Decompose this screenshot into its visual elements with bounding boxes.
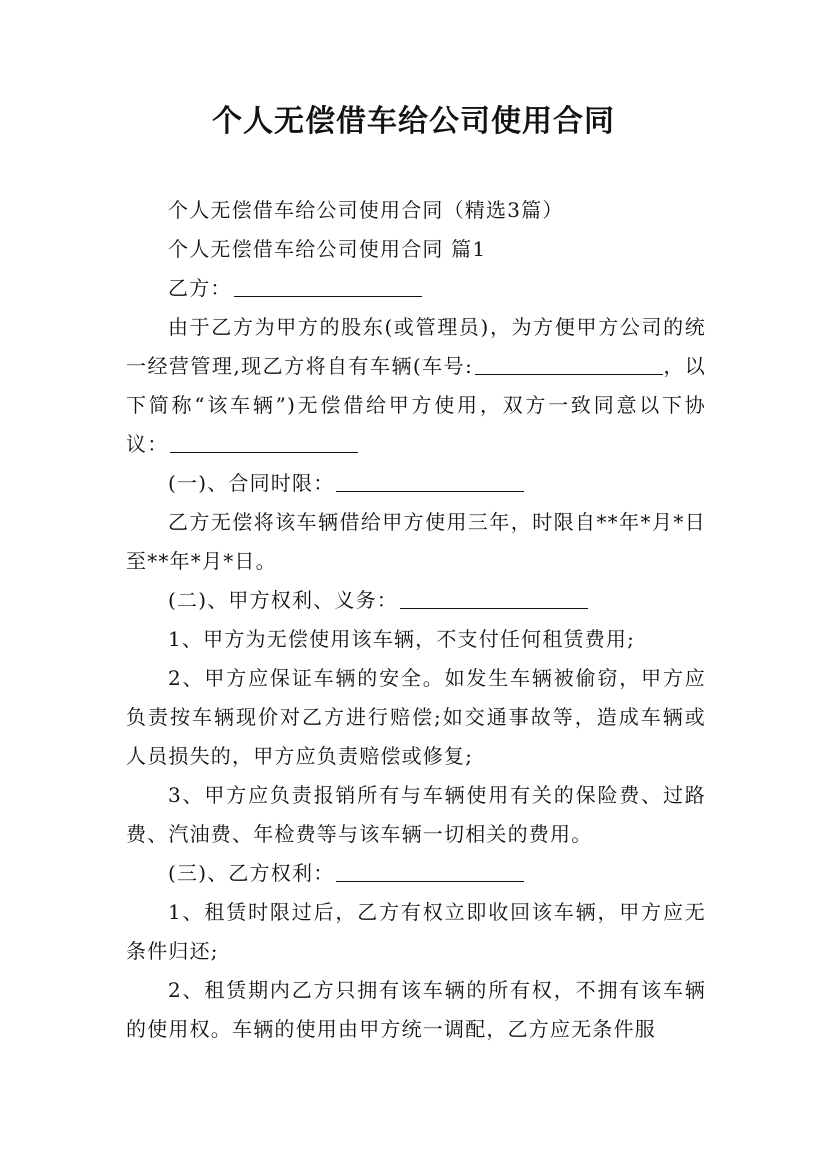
fill-in-blank[interactable]: [170, 432, 358, 453]
paragraph: [126, 659, 706, 776]
paragraph: [126, 893, 706, 971]
paragraph-text: 2、甲方应保证车辆的安全。如发生车辆被偷窃，甲方应负责按车辆现价对乙方进行赔偿;如交通事故等，造成车辆或人员损失的，甲方应负责赔偿或修复;: [126, 666, 706, 768]
paragraph-text: 1、甲方为无偿使用该车辆，不支付任何租赁费用;: [168, 627, 636, 651]
paragraph-text: 乙方：: [168, 276, 232, 300]
paragraph: [126, 971, 706, 1049]
paragraph-text: (二)、甲方权利、义务：: [168, 588, 399, 612]
paragraph-text: 3、甲方应负责报销所有与车辆使用有关的保险费、过路费、汽油费、年检费等与该车辆一切相关的费用。: [126, 783, 706, 846]
paragraph: [126, 854, 706, 893]
fill-in-blank[interactable]: [234, 276, 422, 297]
paragraph-text: 乙方无偿将该车辆借给甲方使用三年，时限自**年*月*日至**年*月*日。: [126, 510, 706, 573]
paragraph-text: 个人无偿借车给公司使用合同 篇1: [168, 237, 487, 261]
paragraph: [126, 308, 706, 464]
paragraph: [126, 230, 706, 269]
fill-in-blank[interactable]: [336, 471, 524, 492]
paragraph-text-trail: ，以下简称“该车辆”)无偿借给甲方使用，双方一致同意以下协议：: [126, 354, 706, 456]
document-title: 个人无偿借车给公司使用合同: [212, 104, 615, 139]
fill-in-blank[interactable]: [336, 861, 524, 882]
paragraph: [126, 776, 706, 854]
paragraph: [126, 503, 706, 581]
paragraph-text: 由于乙方为甲方的股东(或管理员)，为方便甲方公司的统一经营管理,现乙方将自有车辆(车号:: [126, 315, 706, 378]
fill-in-blank[interactable]: [475, 354, 663, 375]
paragraph: [126, 191, 706, 230]
paragraph-text: 1、租赁时限过后，乙方有权立即收回该车辆，甲方应无条件归还;: [126, 900, 706, 963]
paragraph-text: 2、租赁期内乙方只拥有该车辆的所有权，不拥有该车辆的使用权。车辆的使用由甲方统一调配，乙方应无条件服: [126, 978, 706, 1041]
paragraph: [126, 581, 706, 620]
paragraph-text: (一)、合同时限：: [168, 471, 335, 495]
fill-in-blank[interactable]: [400, 588, 588, 609]
paragraph-text: 个人无偿借车给公司使用合同（精选3篇）: [168, 198, 564, 222]
paragraph-text: (三)、乙方权利：: [168, 861, 335, 885]
paragraph: [126, 464, 706, 503]
document-body: [126, 191, 706, 1049]
paragraph: [126, 620, 706, 659]
paragraph: [126, 269, 706, 308]
